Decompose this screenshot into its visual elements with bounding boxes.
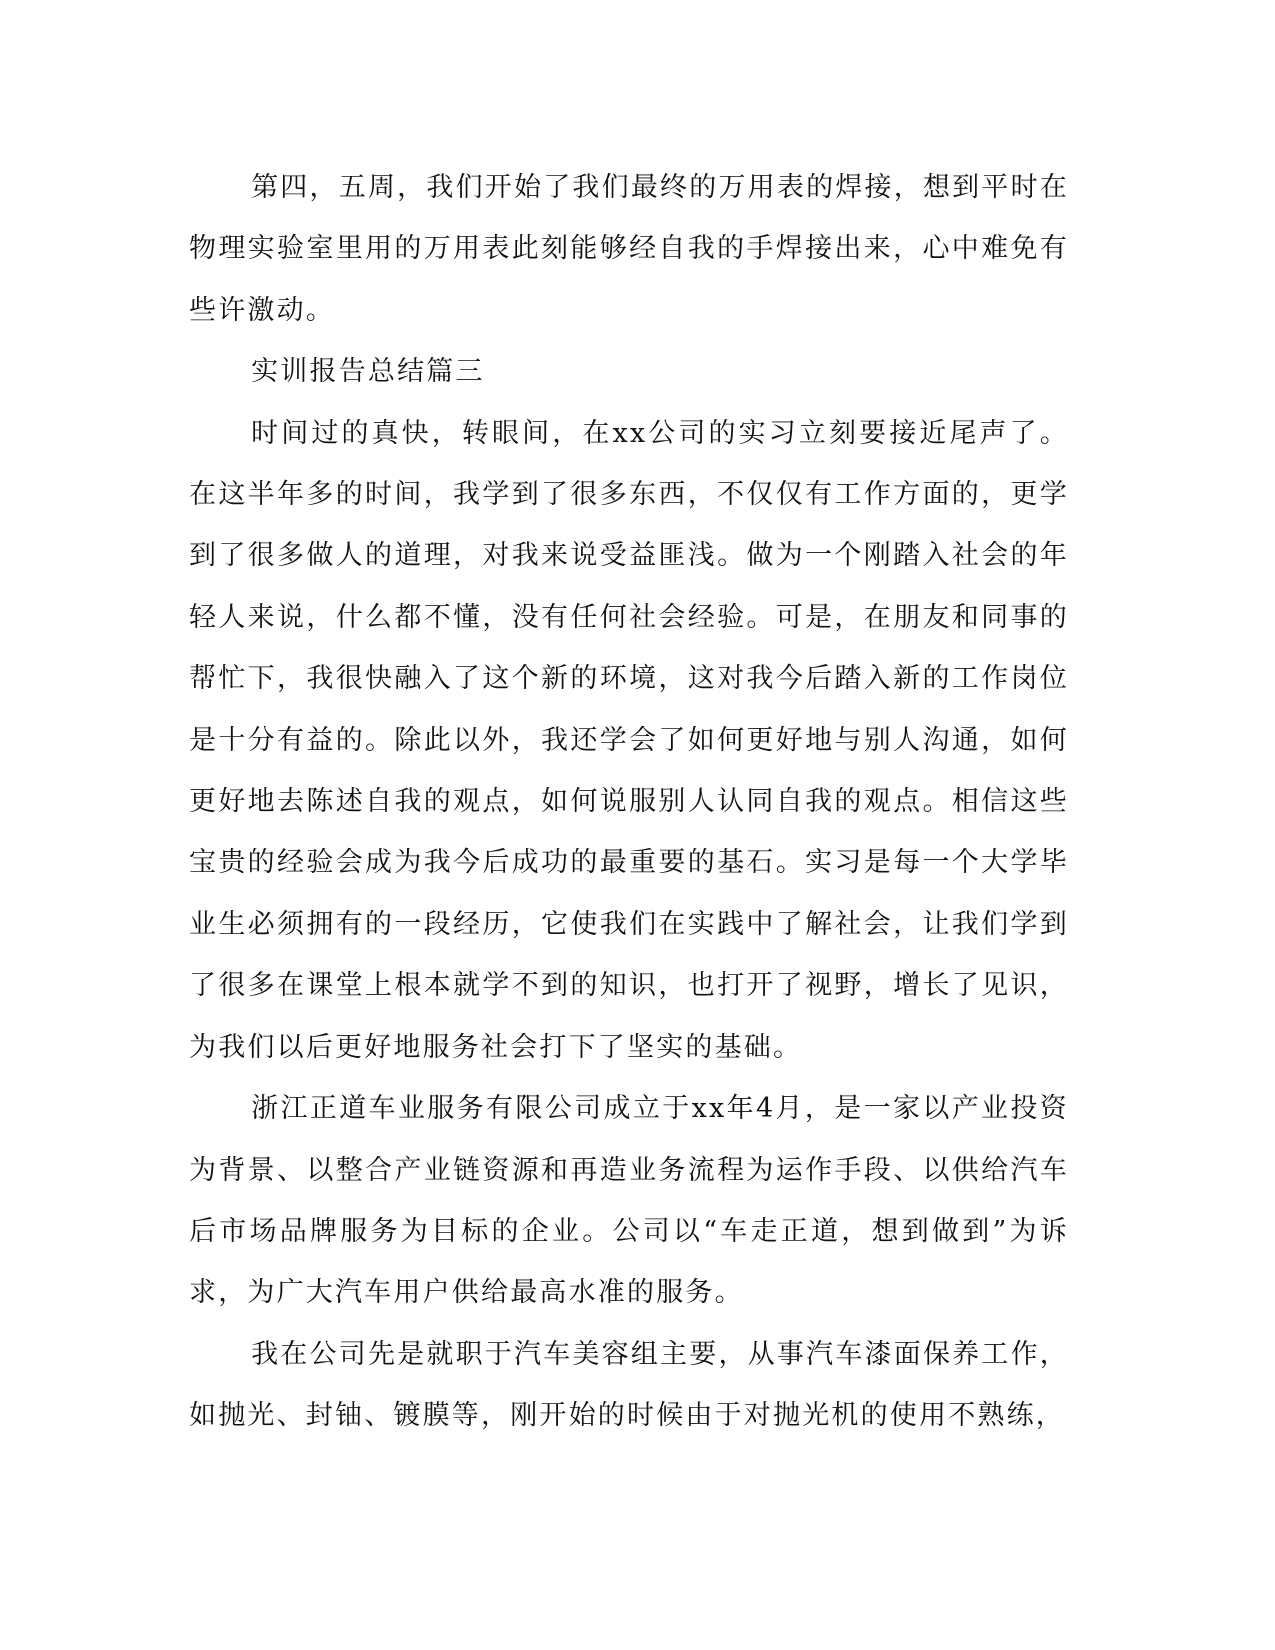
paragraph-multimeter-welding: 第四，五周，我们开始了我们最终的万用表的焊接，想到平时在物理实验室里用的万用表此刻能够经自我的手焊接出来，心中难免有些许激动。 <box>189 172 1069 326</box>
document-body <box>189 157 1069 1447</box>
paragraph-job-duties: 我在公司先是就职于汽车美容组主要，从事汽车漆面保养工作，如抛光、封铀、镀膜等，刚开始的时候由于对抛光机的使用不熟练， <box>189 1338 1069 1432</box>
section-heading: 实训报告总结篇三 <box>251 356 485 388</box>
paragraph-internship-reflection: 时间过的真快，转眼间，在xx公司的实习立刻要接近尾声了。在这半年多的时间，我学到了很多东西，不仅仅有工作方面的，更学到了很多做人的道理，对我来说受益匪浅。做为一个刚踏入社会的年轻人来说，什么都不懂，没有任何社会经验。可是，在朋友和同事的帮忙下，我很快融入了这个新的环境，这对我今后踏入新的工作岗位是十分有益的。除此以外，我还学会了如何更好地与别人沟通，如何更好地去陈述自我的观点，如何说服别人认同自我的观点。相信这些宝贵的经验会成为我今后成功的最重要的基石。实习是每一个大学毕业生必须拥有的一段经历，它使我们在实践中了解社会，让我们学到了很多在课堂上根本就学不到的知识，也打开了视野，增长了见识，为我们以后更好地服务社会打下了坚实的基础。 <box>189 417 1069 1063</box>
paragraph-company-intro: 浙江正道车业服务有限公司成立于xx年4月，是一家以产业投资为背景、以整合产业链资源和再造业务流程为运作手段、以供给汽车后市场品牌服务为目标的企业。公司以“车走正道，想到做到”为诉求，为广大汽车用户供给最高水准的服务。 <box>189 1093 1069 1309</box>
